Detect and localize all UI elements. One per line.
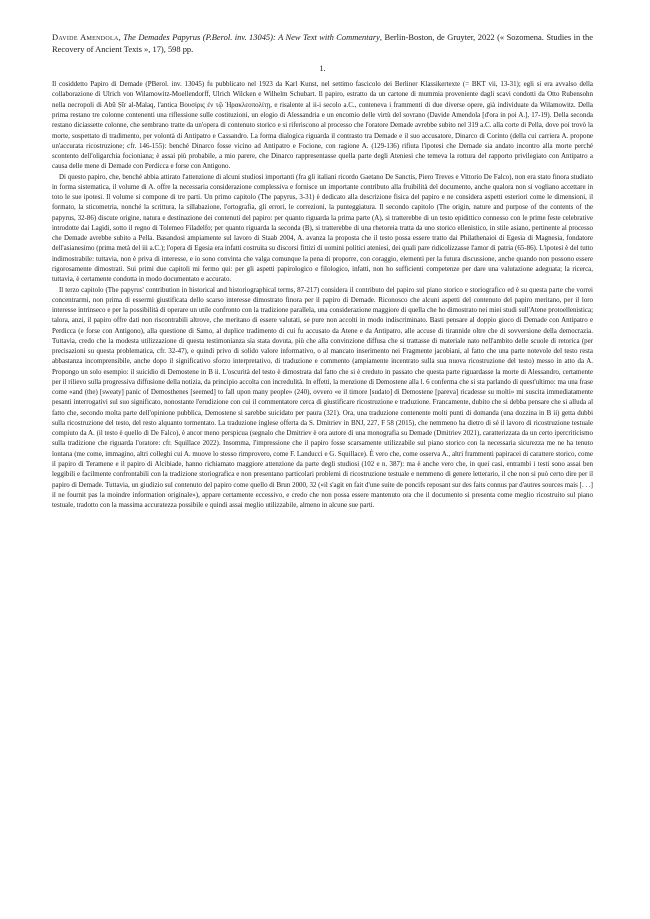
review-header (52, 32, 593, 55)
paragraph-2: Di questo papiro, che, benché abbia attirato l'attenzione di alcuni studiosi importanti (fra gli italiani ricordo Gaetano De Sanctis, Piero Treves e Vittorio De Falco), non era stato finora studiato in forma sistematica, il volume di A. offre la necessaria considerazione complessiva e fornisce un importante contributo alla fruibilità del documento, anche qualora non si vogliano accettare in toto le sue ipotesi. Il volume si compone di tre parti. Un primo capitolo (The papyrus, 3-31) è dedicato alla descrizione fisica del papiro e ne considera aspetti esteriori come le dimensioni, il formato, la sticometria, nonché la scrittura, la sillabazione, l'ortografia, gli errori, le correzioni, la punteggiatura. Il secondo capitolo (The origin, nature and purpose of the contents of the papyrus, 32-86) discute origine, natura e destinazione dei contenuti del papiro: per quanto riguarda la prima parte (A), si tratterebbe di un testo epidittico connesso con le prime feste celebrative introdotte dai Lagidi, sotto il regno di Tolemeo Filadelfo; per quanto riguarda la seconda (B), si tratterebbe di una rhetoreia tratta da uno storico ellenistico, in stile asiano, pertinente al processo che Demade avrebbe subito a Pella. Basandosi ampiamente sul lavoro di Staab 2004, A. avanza la proposta che il testo possa essere tratto dai Philathenaioi di Egesia di Magnesia, fondatore dell'asianesimo (prima metà del iii a.C.); l'opera di Egesia era infatti costruita su discorsi fittizi di uomini politici ateniesi, dei quali pare ridicolizzasse l'amor di patria (65-86). L'ipotesi è del tutto indimostrabile: tuttavia, non è priva di interesse, e io sono convinta che valga comunque la pena di proporre, con coraggio, elementi per la futura discussione, anche quando non possono essere rigorosamente dimostrati. Sui primi due capitoli mi fermo qui: per gli aspetti papirologico e filologico, infatti, non ho sufficienti competenze per dare una valutazione adeguata; la ricerca, tuttavia, è certamente condotta in modo documentato e accurato. (52, 172, 593, 284)
paragraph-3: Il terzo capitolo (The papyrus' contribution in historical and historiographical terms, 87-217) considera il contributo del papiro sul piano storico e storiografico ed è su questa parte che vorrei concentrarmi, non prima di essermi giustificata dello scarso interesse dimostrato finora per il papiro di Demade. Riconosco che alcuni aspetti del contenuto del papiro meritano, per il loro interesse intrinseco e per la possibilità di operare un utile confronto con la tradizione parallela, una considerazione maggiore di quella che ho dimostrato nei miei studi sull'Atene protoellenistica; talora, anzi, il papiro offre dati non riscontrabili altrove, che meritano di essere valutati, se pure non accolti in modo indiscriminato. Basti pensare al doppio gioco di Demade con Antipatro e Perdicca (e forse con Antigono), alla questione di Samo, al duplice tradimento di cui fu accusato da Atene e da Antipatro, alle accuse di tirannide oltre che di sovversione della democrazia. Tuttavia, credo che la modesta utilizzazione di questa testimonianza sia stata dovuta, più che alla convinzione diffusa che si trattasse di materiale nato nell'ambito delle scuole di retorica (per precisazioni su questa problematica, cfr. 32-47), e quindi privo di solido valore informativo, o al mancato inserimento nei Fragmente jacobiani, al fatto che una parte notevole del testo resta abbastanza incomprensibile, anche dopo il significativo sforzo interpretativo, di traduzione e commento (ampiamente incentrato sulla sua nuova ricostruzione del testo) messo in atto da A. Propongo un solo esempio: il suicidio di Demostene in B ii. L'oscurità del testo è dimostrata dal fatto che si è creduto in passato che questa parte riguardasse la morte di Alessandro, certamente per il rilievo sulla progressiva diffusione della notizia, da principio accolta con incredulità. In effetti, la menzione di Demostene alla l. 6 conferma che si sta parlando di quest'ultimo: ma una frase come «and (the) [sweaty] panic of Demosthenes [seemed] to fall upon many people» (240), ovvero «e il timore [sudato] di Demostene [pareva] ricadesse su molti» mi suscita immediatamente pesanti interrogativi sul suo significato, nonostante l'erudizione con cui il commentatore cerca di giustificare ricostruzione e traduzione. Francamente, dubito che si debba pensare che si alluda al fatto che, secondo molta parte dell'opinione pubblica, Demostene si sarebbe suicidato per paura (321). Ora, una traduzione contenente molti punti di domanda (una dozzina in B ii) getta dubbi sulla ricostruzione del testo, del resto alquanto tormentato. La traduzione inglese offerta da S. Dmitriev in BNJ, 227, F 58 (2015), che nemmeno ha dietro di sé il lavoro di ricostruzione testuale compiuto da A. (il testo è quello di De Falco), è ancor meno perspicua (segnalo che Dmitriev è ora autore di una monografia su Demade (Dmitriev 2021), caratterizzata da un certo ipercriticismo sulla tradizione che riguarda l'oratore: cfr. Squillace 2022). Insomma, l'impressione che il papiro fosse scarsamente utilizzabile sul piano storico con la necessaria sicurezza me ne ha tenuto lontana (me come, immagino, altri colleghi cui A. muove lo stesso rimprovero, come F. Landucci e G. Squillace). È vero che, come osserva A., altri frammenti papiracei di carattere storico, come il papiro di Teramene e il papiro di Alcibiade, hanno richiamato maggiore attenzione da parte degli studiosi (102 e n. 387): ma è anche vero che, in quei casi, entrambi i testi sono assai ben leggibili e facilmente confrontabili con la tradizione storiografica e non presentano particolari problemi di ricostruzione testuale e nemmeno di genere letterario, il che non si può certo dire per il papiro di Demade. Tuttavia, un giudizio sul contenuto del papiro come quello di Brun 2000, 32 («il s'agit en fait d'une suite de poncifs reposant sur des faits connus par d'autres sources mais [. . .] il ne fournit pas la moindre information originale»), appare certamente eccessivo, e credo che non possa essere mantenuto ora che il documento si presenta come meglio ricostruito sul piano testuale, tradotto con la massima accuratezza possibile e quindi assai meglio utilizzabile, almeno in alcune sue parti. (52, 285, 593, 510)
review-body (52, 79, 593, 510)
paragraph-1: Il cosiddetto Papiro di Demade (PBerol. inv. 13045) fu pubblicato nel 1923 da Karl Kunst, nel settimo fascicolo dei Berliner Klassikertexte (= BKT vii, 13-31); egli si era avvalso della collaborazione di Ulrich von Wilamowitz-Moellendorff, Ulrich Wilcken e Wilhelm Schubart. Il papiro, estratto da un cartone di mummia proveniente dagli scavi condotti da Otto Rubensohn nella necropoli di Abū Ṣīr al-Malaq, l'antica Βουσίρις ἐν τῷ Ἡρακλεοπολίτῃ, e risalente al ii-i secolo a.C., conteneva i frammenti di due diverse opere, già individuate da Wilamowitz. Della prima restano tre colonne contenenti una riflessione sulle costituzioni, un elogio di Alessandria e un encomio delle virtù del sovrano (Davide Amendola [d'ora in poi A.], 17-19). Della seconda restano diciassette colonne, che sembrano tratte da un'opera di contenuto storico e si riferiscono al processo che l'oratore Demade avrebbe subito nel 319 a.C. alla corte di Pella, dove poi trovò la morte, sospettato di tradimento, per volontà di Antipatro e Cassandro. La forma dialogica riguarda il contrasto tra Demade e il suo accusatore, Dinarco di Corinto (della cui carriera A. propone un'accurata ricostruzione; cfr. 146-155): benché Dinarco fosse vicino ad Antipatro e Focione, con ragione A. (129-136) rifiuta l'ipotesi che Demade sia andato incontro alla morte perché scontento dell'oligarchia focioniana; è assai più probabile, a mio parere, che Dinarco rappresentasse quella parte degli Ateniesi che temeva la rottura del rapporto privilegiato con Antipatro a causa delle mene di Demade con Perdicca e forse con Antigono. (52, 80, 593, 171)
section-number: 1. (319, 64, 326, 74)
reviewed-author: Davide Amendola (52, 32, 119, 42)
header-separator: , (118, 32, 124, 42)
reviewed-book-title: The Demades Papyrus (P.Berol. inv. 13045): A New Text with Commentary (123, 32, 380, 42)
bibliographic-details: , Berlin-Boston, de Gruyter, 2022 (« Sozomena. Studies in the Recovery of Ancient Texts », 17), 598 pp. (52, 32, 594, 54)
